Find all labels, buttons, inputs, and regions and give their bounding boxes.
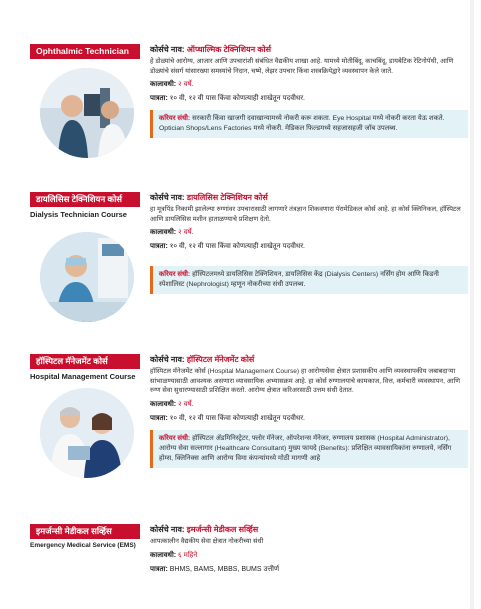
course-tag-english: Dialysis Technician Course: [30, 210, 127, 219]
course-duration: कालावधी: २ वर्षे.: [150, 400, 194, 408]
course-photo-dialysis: [40, 232, 134, 322]
course-title: कोर्सचे नाव: डायलिसिस टेक्निशियन कोर्स: [150, 193, 268, 202]
career-opportunities-box: करियर संधी: सरकारी किंवा खाजगी दवाखान्यामध्ये नोकरी करू शकता. Eye Hospital मध्ये नोकरी करता येऊ शकते. Optician Shops/Lens Factories मध्ये नोकरी. मेडिकल फिल्डमध्ये सहजासहजी जॉब उपलब्ध.: [150, 110, 468, 138]
course-duration: कालावधी: २ वर्षे.: [150, 81, 194, 89]
course-brochure-page: [30, 0, 470, 609]
course-photo-eye-exam: [40, 68, 134, 158]
course-left-column: [30, 44, 140, 59]
course-title: कोर्सचे नाव: इमर्जन्सी मेडीकल सर्व्हिस: [150, 525, 259, 534]
course-left-column: [30, 192, 140, 219]
course-details: [150, 524, 468, 575]
course-details: [150, 44, 468, 138]
scrollbar-track[interactable]: [470, 0, 474, 609]
course-eligibility: पात्रता: १० वी, १२ वी पास किंवा कोणत्याही शाखेतून पदवीधर.: [150, 243, 306, 251]
course-duration: कालावधी: ६ महिने: [150, 551, 198, 559]
course-title: कोर्सचे नाव: हॉस्पिटल मॅनेजमेंट कोर्स: [150, 355, 255, 364]
course-eligibility: पात्रता: १० वी, १२ वी पास किंवा कोणत्याही शाखेतून पदवीधर.: [150, 95, 306, 103]
course-description: हा मूत्रपिंड निकामी झालेल्या रुग्णांवर उपचारासाठी लागणारे तंत्रज्ञान शिकवणारा पॅरामेडिकल कोर्स आहे. हा कोर्स क्लिनिकल, हॉस्पिटल आणि डायलिसिस मशीन हाताळण्याचे प्रशिक्षण देतो.: [150, 206, 461, 223]
course-title: कोर्सचे नाव: ऑप्थाल्मिक टेक्निशियन कोर्स: [150, 45, 271, 54]
course-photo-hospital-staff: [40, 388, 134, 478]
course-tag: हॉस्पिटल मॅनेजमेंट कोर्स: [30, 354, 140, 369]
course-left-column: [30, 524, 140, 549]
course-tag: इमर्जन्सी मेडीकल सर्व्हिस: [30, 524, 140, 539]
career-opportunities-box: करियर संधी: हॉस्पिटलमध्ये डायलिसिस टेक्निशियन, डायलिसिस केंद्र (Dialysis Centers) नर्सिंग होम आणि किडनी स्पेशालिस्ट (Nephrologist) म्हणून नोकरीच्या संधी उपलब्ध.: [150, 266, 468, 294]
course-tag: डायलिसिस टेक्निशियन कोर्स: [30, 192, 140, 207]
course-tag: Ophthalmic Technician: [30, 44, 140, 59]
course-tag-english: Emergency Medical Service (EMS): [30, 542, 136, 549]
course-eligibility: पात्रता: १० वी, १२ वी पास किंवा कोणत्याही शाखेतून पदवीधर.: [150, 414, 306, 422]
course-duration: कालावधी: २ वर्षे.: [150, 229, 194, 237]
course-tag-english: Hospital Management Course: [30, 372, 136, 381]
course-details: [150, 192, 468, 294]
course-description: हॉस्पिटल मॅनेजमेंट कोर्स (Hospital Management Course) हा आरोग्यसेवा क्षेत्रात प्रशासकीय आणि व्यवस्थापकीय जबाबदाऱ्या सांभाळण्यासाठी आवश्यक असणारा व्यावसायिक अभ्यासक्रम आहे. हा कोर्स रुग्णालयाचे कामकाज, वित्त, कर्मचारी व्यवस्थापन, आणि रुग्ण सेवा सुधारण्यासाठी प्रशिक्षित करतो. आरोग्य क्षेत्रात करिअरसाठी उत्तम संधी देतात.: [150, 368, 460, 395]
course-eligibility: पात्रता: BHMS, BAMS, MBBS, BUMS उत्तीर्ण: [150, 565, 280, 573]
course-left-column: [30, 354, 140, 381]
course-description: आपत्कालीन वैद्यकीय सेवा क्षेत्रात नोकरीच्या संधी: [150, 538, 264, 545]
career-opportunities-box: करियर संधी: हॉस्पिटल ॲडमिनिस्ट्रेटर, फ्लोर मॅनेजर, ऑपरेशन्स मॅनेजर, रुग्णालय प्रशासक (Hospital Administrator), आरोग्य सेवा सल्लागार (Healthcare Consultant) मुख्य फायदे (Benefits): प्रशिक्षित व्यावसायिकांना रुग्णालये, नर्सिंग होम्स, क्लिनिक्स आणि आरोग्य विमा कंपन्यांमध्ये मोठी मागणी आहे: [150, 430, 468, 468]
course-description: हे डोळ्यांचे आरोग्य, आजार आणि उपचारांशी संबंधित वैद्यकीय शाखा आहे. यामध्ये मोतीबिंदू, काचबिंदू, डायबेटिक रेटिनोपॅथी, आणि डोळ्यांचे संसर्ग यांसारख्या समस्यांचे निदान, चष्मे, लेझर उपचार किंवा शस्त्रक्रियेद्वारे व्यवस्थापन केले जाते.: [150, 58, 454, 75]
course-details: [150, 354, 468, 468]
